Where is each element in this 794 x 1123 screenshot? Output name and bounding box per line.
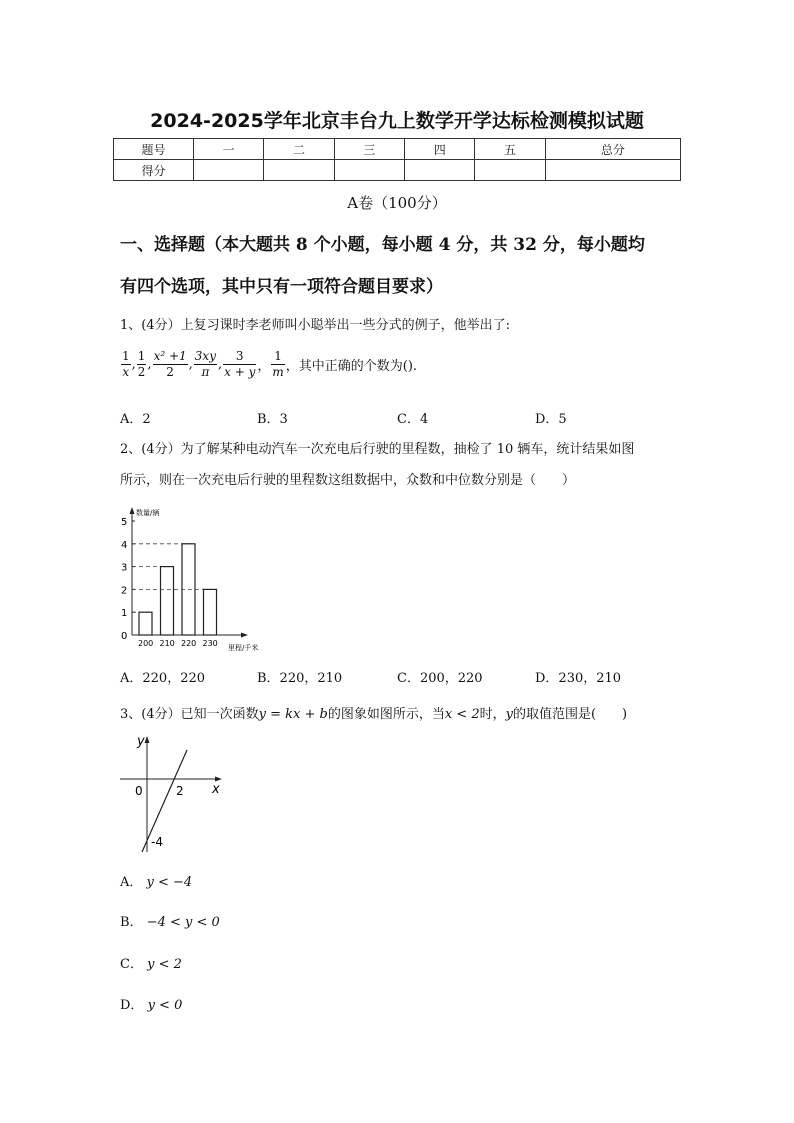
score-table-score-row [114,160,681,181]
section-heading-line1: 一、选择题（本大题共 8 个小题，每小题 4 分，共 32 分，每小题均 [120,235,645,255]
q1-text: 1、(4分）上复习课时李老师叫小聪举出一些分式的例子，他举出了: [120,318,510,333]
q2-option-a[interactable]: A．220，220 [120,671,206,686]
q3-yvar: y [505,707,513,722]
fraction-num: 1 [137,349,146,363]
fraction-num: 1 [274,349,282,363]
score-cell: 五 [475,139,545,160]
y-tick-label: 1 [121,608,128,620]
option-letter: D． [120,998,144,1013]
score-cell: 总分 [545,139,680,160]
bar [161,567,174,635]
y-label: y [137,734,145,749]
option-expr: y < 0 [147,998,183,1013]
score-cell: 三 [334,139,404,160]
x-tick-label: 200 [138,639,154,648]
q3-prefix: 3、(4分）已知一次函数 [120,707,259,722]
bar-chart [112,505,287,653]
q3-suffix: 时， [479,707,506,722]
q3-condition: x < 2 [444,707,480,722]
fraction [121,349,131,380]
x-axis-arrow [241,633,248,638]
q1-option-c[interactable]: C．4 [397,412,429,427]
x-axis-label: 里程/千米 [228,644,259,652]
q3-option-b[interactable] [120,911,220,930]
y-tick-label: 4 [121,539,128,551]
comma: , [131,357,136,372]
q2-option-c[interactable]: C．200，220 [397,671,483,686]
comma: , [147,357,152,372]
comma: ， [257,359,271,374]
fraction-num: 3xy [194,349,216,363]
page-title: 2024-2025学年北京丰台九上数学开学达标检测模拟试题 [150,110,644,132]
y-intercept-label: -4 [151,835,163,849]
fraction-num: x² +1 [153,349,187,363]
bar [139,612,152,635]
x-tick-label: 220 [181,639,197,648]
score-blank[interactable] [264,160,334,181]
q2-option-b[interactable]: B．220，210 [257,671,343,686]
score-cell: 一 [194,139,264,160]
q2-text-line1: 2、(4分）为了解某种电动汽车一次充电后行驶的里程数，抽检了 10 辆车，统计结果如图 [120,442,635,457]
fraction-num: 1 [122,349,130,363]
origin-label: 0 [135,784,143,798]
x-tick-label: 230 [202,639,218,648]
fraction [137,349,147,380]
fraction [194,349,217,380]
score-cell: 四 [405,139,475,160]
option-expr: y < −4 [146,875,193,890]
fraction-den: 2 [137,365,146,379]
y-tick-label: 5 [121,517,128,528]
comma: , [188,357,193,372]
q1-suffix: ，其中正确的个数为(). [285,359,418,374]
q1-option-b[interactable]: B．3 [257,412,288,427]
option-letter: C． [120,957,143,972]
q1-fractions [120,349,417,380]
x-axis-arrow [215,777,222,782]
score-cell: 得分 [114,160,194,181]
q3-suffix2: 的取值范围是( ) [512,707,628,722]
comma: , [217,357,223,372]
y-tick-label: 3 [121,562,128,574]
fraction-den: 2 [153,364,188,380]
q3-function: y = kx + b [258,707,328,722]
section-a-title: A卷（100分） [347,194,447,212]
score-table [113,138,681,181]
section-heading-line2: 有四个选项，其中只有一项符合题目要求） [120,277,443,297]
function-line [142,750,187,852]
score-blank[interactable] [194,160,264,181]
y-tick-label: 0 [121,631,128,642]
fraction [153,349,188,380]
q1-option-d[interactable]: D．5 [535,412,567,427]
score-blank[interactable] [545,160,680,181]
y-axis-label: 数量/辆 [136,509,160,517]
score-cell: 题号 [114,139,194,160]
y-axis-arrow [130,507,135,514]
q3-option-a[interactable] [120,871,192,890]
fraction-den: x + y [224,365,256,379]
option-letter: B． [120,915,143,930]
option-expr: −4 < y < 0 [146,915,220,930]
line-graph [112,730,232,855]
score-blank[interactable] [334,160,404,181]
fraction-den: x [122,365,130,379]
x-tick-label: 210 [159,639,175,648]
score-cell: 二 [264,139,334,160]
q3-option-d[interactable] [120,994,182,1013]
fraction [223,349,256,380]
y-tick-label: 2 [121,585,128,597]
bar [204,589,217,635]
option-expr: y < 2 [147,957,182,972]
q3-middle: 的图象如图所示，当 [327,707,445,722]
x-intercept-label: 2 [176,784,184,798]
q3-text [120,703,627,722]
fraction-den: m [272,365,284,379]
score-blank[interactable] [405,160,475,181]
x-label: x [212,782,220,797]
score-table-header-row [114,139,681,160]
q3-option-c[interactable] [120,953,182,972]
fraction [271,349,284,380]
q1-option-a[interactable]: A．2 [120,412,151,427]
fraction-den: π [194,364,217,380]
fraction-num: 3 [235,349,244,363]
option-letter: A． [120,875,143,890]
q2-option-d[interactable]: D．230，210 [535,671,622,686]
q2-text-line2: 所示，则在一次充电后行驶的里程数这组数据中，众数和中位数分别是（ ） [120,473,576,488]
y-axis-arrow [145,736,150,743]
score-blank[interactable] [475,160,545,181]
